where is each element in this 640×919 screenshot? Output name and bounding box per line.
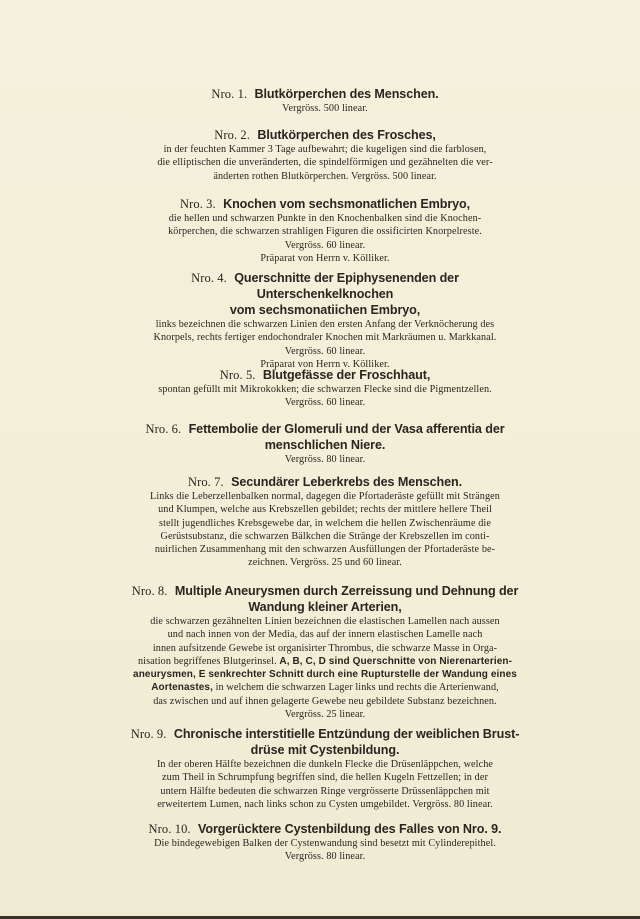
entry-heading bbox=[130, 127, 520, 143]
entry-text-line: stellt jugendliches Krebsgewebe dar, in welchem die hellen Zwischenräume die bbox=[159, 517, 491, 529]
entry-text-line: körperchen, die schwarzen strahligen Figuren die ossificirten Knorpelreste. bbox=[168, 226, 482, 238]
entry-text-line: nuirlichen Zusammenhang mit den schwarzen Ausfüllungen der Pfortaderäste be- bbox=[154, 544, 496, 556]
entry-heading bbox=[130, 474, 520, 490]
entry-title: Vorgerücktere Cystenbildung des Falles von Nro. 9. bbox=[198, 822, 502, 836]
entry-text-line: die schwarzen gezähnelten Linien bezeichnen die elastischen Lamellen nach aussen bbox=[150, 616, 500, 627]
entry-title: Blutkörperchen des Menschen. bbox=[254, 87, 439, 101]
entry-heading-continued bbox=[130, 742, 520, 758]
entry-text-line: das zwischen und auf ihnen gelagerte Gewebe neu gebildete Substanz bezeichnen. bbox=[153, 695, 497, 707]
entry-text-line: Vergröss. 500 linear. bbox=[282, 103, 368, 114]
entry-title: Multiple Aneurysmen durch Zerreissung und Dehnung der bbox=[174, 584, 519, 598]
entry-text-line bbox=[130, 655, 520, 668]
entry-bold-line: aneurysmen, E senkrechter Schnitt durch eine Rupturstelle der Wandung eines bbox=[133, 669, 517, 681]
entry-text-line: Die bindegewebigen Balken der Cystenwandung sind besetzt mit Cylinderepithel. bbox=[154, 838, 496, 849]
entry-text-line: zeichnen. Vergröss. 25 und 60 linear. bbox=[248, 557, 402, 569]
entry-heading bbox=[130, 270, 520, 302]
entry-title-continued: vom sechsmonatiichen Embryo, bbox=[229, 303, 421, 317]
entry-text-line: die elliptischen die unveränderten, die spindelförmigen und gezähnelten die ver- bbox=[157, 157, 493, 169]
entry-text-line bbox=[130, 681, 520, 694]
entry-text-segment: nisation begriffenes Blutgerinsel. bbox=[137, 655, 277, 667]
entry-6 bbox=[130, 421, 520, 466]
entry-title: Secundärer Leberkrebs des Menschen. bbox=[231, 475, 463, 489]
entry-heading bbox=[130, 726, 520, 742]
entry-text-line: Vergröss. 60 linear. bbox=[284, 239, 366, 251]
entry-text-line: spontan gefüllt mit Mikrokokken; die schwarzen Flecke sind die Pigmentzellen. bbox=[158, 384, 492, 395]
entry-title: Chronische interstitielle Entzündung der weiblichen Brust- bbox=[173, 727, 520, 741]
entry-text-line: innen aufsitzende Gewebe ist organisirter Thrombus, die schwarze Masse in Orga- bbox=[152, 642, 498, 654]
entry-text-line: Knorpels, rechts fertiger endochondraler Knochen mit Markräumen u. Markkanal. bbox=[153, 332, 497, 344]
entry-text-line: Präparat von Herrn v. Kölliker. bbox=[260, 252, 390, 264]
entry-heading bbox=[130, 196, 520, 212]
entry-text-line: Vergröss. 60 linear. bbox=[284, 397, 366, 409]
entry-text-line: und nach innen von der Media, das auf der innern elastischen Lamelle nach bbox=[167, 629, 483, 641]
entry-title: Querschnitte der Epiphysenenden der Unterschenkelknochen bbox=[234, 271, 459, 301]
entry-4 bbox=[130, 270, 520, 371]
entry-text-segment: in welchem die schwarzen Lager links und rechts die Arterienwand, bbox=[215, 682, 499, 694]
entry-number: Nro. 4. bbox=[191, 271, 227, 285]
entry-7 bbox=[130, 474, 520, 570]
entry-bold-text: A, B, C, D sind Querschnitte von Nierenarterien- bbox=[279, 655, 512, 667]
entry-text-line: Links die Leberzellenbalken normal, dagegen die Pfortaderäste gefüllt mit Strängen bbox=[150, 491, 500, 502]
entry-number: Nro. 1. bbox=[211, 87, 248, 101]
entry-text-line: zum Theil in Schrumpfung begriffen sind, die hellen Kugeln Fettzellen; in der bbox=[162, 772, 488, 784]
entry-text-line: die hellen und schwarzen Punkte in den Knochenbalken sind die Knochen- bbox=[168, 213, 482, 224]
entry-heading bbox=[130, 583, 520, 599]
entry-title: Blutkörperchen des Frosches, bbox=[257, 128, 436, 142]
entry-heading bbox=[130, 421, 520, 437]
entry-8 bbox=[130, 583, 520, 721]
entry-text-line: Vergröss. 60 linear. bbox=[284, 345, 366, 357]
entry-title: Fettembolie der Glomeruli und der Vasa afferentia der bbox=[188, 422, 505, 436]
entry-title-continued: Wandung kleiner Arterien, bbox=[248, 600, 402, 614]
entry-text-line: änderten rothen Blutkörperchen. Vergröss. 500 linear. bbox=[213, 170, 437, 182]
entry-number: Nro. 7. bbox=[187, 475, 224, 489]
entry-number: Nro. 8. bbox=[131, 584, 168, 598]
entry-3 bbox=[130, 196, 520, 265]
entry-text-line: In der oberen Hälfte bezeichnen die dunkeln Flecke die Drüsenläppchen, welche bbox=[156, 759, 494, 770]
entry-heading bbox=[130, 821, 520, 837]
entry-text-line: in der feuchten Kammer 3 Tage aufbewahrt; die kugeligen sind die farblosen, bbox=[163, 144, 487, 155]
entry-number: Nro. 6. bbox=[145, 422, 182, 436]
entry-number: Nro. 10. bbox=[148, 822, 191, 836]
entry-text-line: Vergröss. 25 linear. bbox=[284, 709, 366, 721]
entry-text-line: Vergröss. 80 linear. bbox=[284, 851, 366, 863]
entry-title-continued: menschlichen Niere. bbox=[264, 438, 386, 452]
entry-number: Nro. 3. bbox=[179, 197, 216, 211]
entry-heading-continued bbox=[130, 599, 520, 615]
entry-text-line: Vergröss. 80 linear. bbox=[284, 454, 366, 465]
entry-heading-continued bbox=[130, 302, 520, 318]
entry-5 bbox=[130, 367, 520, 410]
entry-9 bbox=[130, 726, 520, 811]
entry-text-line: erweitertem Lumen, nach links schon zu Cysten umgebildet. Vergröss. 80 linear. bbox=[157, 798, 493, 810]
entry-number: Nro. 5. bbox=[219, 368, 256, 382]
entry-heading bbox=[130, 367, 520, 383]
entry-2 bbox=[130, 127, 520, 183]
entry-text-line: Präparat von Herrn v. Kölliker. bbox=[260, 358, 390, 370]
entry-number: Nro. 9. bbox=[130, 727, 167, 741]
entry-title-continued: drüse mit Cystenbildung. bbox=[250, 743, 400, 757]
entry-text-line: links bezeichnen die schwarzen Linien den ersten Anfang der Verknöcherung des bbox=[155, 319, 495, 330]
entry-1 bbox=[140, 86, 510, 115]
entry-text-line: Gerüstsubstanz, die schwarzen Bälkchen die Stränge der Krebszellen im conti- bbox=[160, 530, 490, 542]
entry-number: Nro. 2. bbox=[214, 128, 250, 142]
entry-heading bbox=[140, 86, 510, 102]
entry-bold-text: Aortenastes, bbox=[151, 682, 213, 694]
entry-10 bbox=[130, 821, 520, 864]
entry-title: Blutgefässe der Froschhaut, bbox=[262, 368, 431, 382]
entry-heading-continued bbox=[130, 437, 520, 453]
entry-text-line: untern Hälfte bedeuten die schwarzen Ringe vergrösserte Drüssenläppchen mit bbox=[160, 785, 490, 797]
entry-title: Knochen vom sechsmonatlichen Embryo, bbox=[223, 197, 471, 211]
entry-text-line: und Klumpen, welche aus Krebszellen gebildet; rechts der mittlere hellere Theil bbox=[158, 504, 492, 516]
